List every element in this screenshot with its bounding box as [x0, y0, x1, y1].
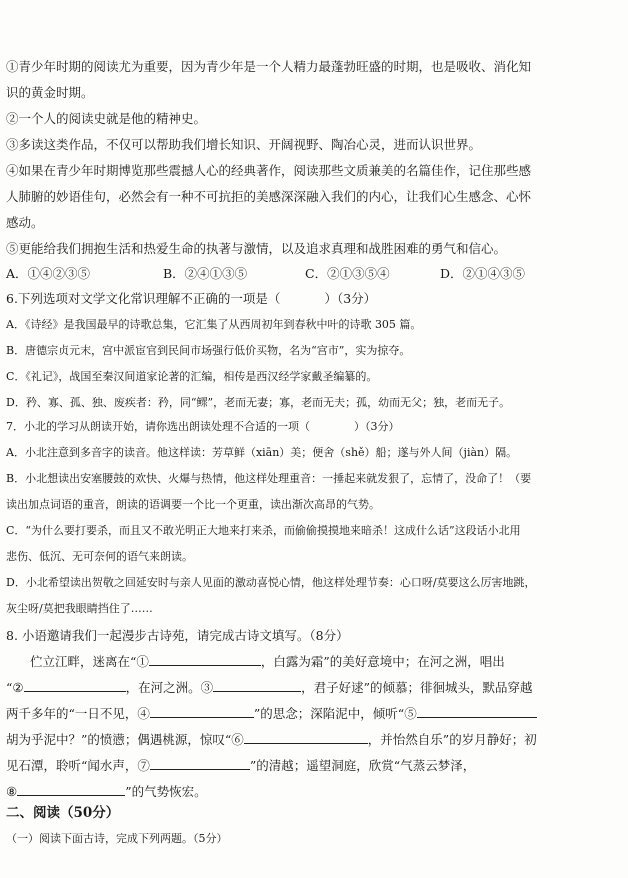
q8-text: 见石潭，聆听“闻水声，⑦	[6, 758, 150, 773]
q6-stem-score: ）（3分）	[324, 291, 377, 306]
q6-stem	[6, 290, 620, 307]
blank-4[interactable]	[150, 705, 254, 718]
q8-line-5	[6, 757, 620, 774]
q8-text: 胡为乎泥中？”的愤懑；偶遇桃源，惊叹“⑥	[6, 732, 244, 747]
blank-8[interactable]	[17, 783, 125, 796]
q8-line-1	[30, 653, 620, 670]
q6-option-c: C．《礼记》，战国至秦汉间道家论著的汇编，相传是西汉经学家戴圣编纂的。	[6, 370, 378, 383]
q8-text: 伫立江畔，迷离在“①	[30, 654, 149, 669]
q7-option-d: D．小北希望读出贺敬之回延安时与亲人见面的激动喜悦心情，他这样处理节奏：心口呀/莫要这么厉害地跳，	[6, 576, 536, 589]
q8-stem: 8. 小语邀请我们一起漫步古诗苑，请完成古诗文填写。（8分）	[6, 628, 349, 643]
q7-option-b: B．小北想读出安塞腰鼓的欢快、火爆与热情，他这样处理重音：一捶起来就发狠了，忘情了，没命了！（要	[6, 472, 532, 485]
q5-option-d: D．②①④③⑤	[440, 266, 526, 281]
q5-option-c: C．②①③⑤④	[305, 266, 390, 281]
q8-line-3	[6, 705, 620, 722]
q7-option-b-cont: 读出加点词语的重音，朗读的语调要一个比一个更重，读出渐次高昂的气势。	[6, 498, 380, 511]
q8-line-2	[6, 679, 620, 696]
blank-6[interactable]	[244, 731, 368, 744]
q8-text: ，并怡然自乐”的岁月静好；初	[367, 732, 537, 747]
q5-sentence-4-end: 感动。	[6, 215, 44, 230]
q7-option-a: A．小北注意到多音字的读音。他这样读：芳草鲜（xiān）美；便舍（shě）船；遂与外人间（jiàn）隔。	[6, 446, 518, 459]
blank-5[interactable]	[417, 705, 537, 718]
q8-text: ⑧	[6, 784, 18, 799]
q6-option-b: B．唐德宗贞元末，宫中派宦官到民间市场强行低价买物，名为“宫市”，实为掠夺。	[6, 344, 411, 357]
q5-option-a: A．①④②③⑤	[6, 266, 91, 281]
q5-sentence-1: ①青少年时期的阅读尤为重要，因为青少年是一个人精力最蓬勃旺盛的时期，也是吸收、消化知	[6, 59, 532, 74]
q7-option-c-cont: 悲伤、低沉、无可奈何的语气来朗读。	[6, 550, 193, 563]
section-subtitle: （一）阅读下面古诗，完成下列两题。（5分）	[6, 832, 228, 845]
q5-option-b: B．②④①③⑤	[163, 266, 248, 281]
q8-text: 两千多年的“一日不见，④	[6, 706, 150, 721]
q8-text: ，在河之洲。③	[125, 680, 214, 695]
blank-7[interactable]	[150, 757, 250, 770]
section-title: 二、阅读（50分）	[6, 805, 120, 821]
q7-option-d-cont: 灰尘呀/莫把我眼睛挡住了……	[6, 602, 153, 615]
q6-option-d: D．矜、寡、孤、独、废疾者：矜，同“鳏”，老而无妻；寡，老而无夫；孤，幼而无父；独，老而无子。	[6, 396, 511, 409]
blank-3[interactable]	[213, 679, 301, 692]
q5-sentence-4-cont: 人肺腑的妙语佳句，必然会有一种不可抗拒的美感深深融入我们的内心，让我们心生感念、心怀	[6, 189, 532, 204]
q8-text: “②	[6, 680, 24, 695]
q5-sentence-1-cont: 识的黄金时期。	[6, 85, 94, 100]
q8-line-6	[6, 783, 620, 800]
q5-sentence-5: ⑤更能给我们拥抱生活和热爱生命的执著与激情，以及追求真理和战胜困难的勇气和信心。	[6, 241, 507, 256]
q8-text: ，君子好逑”的倾慕；徘徊城头，默品穿越	[301, 680, 533, 695]
q8-line-4	[6, 731, 620, 748]
q7-stem: 7．小北的学习从朗读开始，请你选出朗读处理不合适的一项（ ）（3分）	[6, 420, 400, 433]
q8-text: ”的思念；深陷泥中，倾听“⑤	[253, 706, 417, 721]
q8-text: ”的气势恢宏。	[125, 784, 207, 799]
q6-stem-text: 6.下列选项对文学文化常识理解不正确的一项是（	[6, 291, 281, 306]
q5-sentence-2: ②一个人的阅读史就是他的精神史。	[6, 111, 207, 126]
q8-text: ”的清越；遥望洞庭，欣赏“气蒸云梦泽，	[249, 758, 476, 773]
q8-text: ，白露为霜”的美好意境中；在河之洲，唱出	[260, 654, 505, 669]
q6-option-a: A．《诗经》是我国最早的诗歌总集，它汇集了从西周初年到春秋中叶的诗歌 305 篇。	[6, 318, 422, 331]
blank-1[interactable]	[149, 653, 261, 666]
q5-sentence-3: ③多读这类作品，不仅可以帮助我们增长知识、开阔视野、陶冶心灵，进而认识世界。	[6, 137, 482, 152]
q7-option-c: C．“为什么要打要杀，而且又不敢光明正大地来打来杀，而偷偷摸摸地来暗杀！这成什么话”这段话小北用	[6, 524, 521, 537]
blank-2[interactable]	[24, 679, 126, 692]
q5-sentence-4: ④如果在青少年时期博览那些震撼人心的经典著作，阅读那些文质兼美的名篇佳作，记住那些感	[6, 163, 532, 178]
